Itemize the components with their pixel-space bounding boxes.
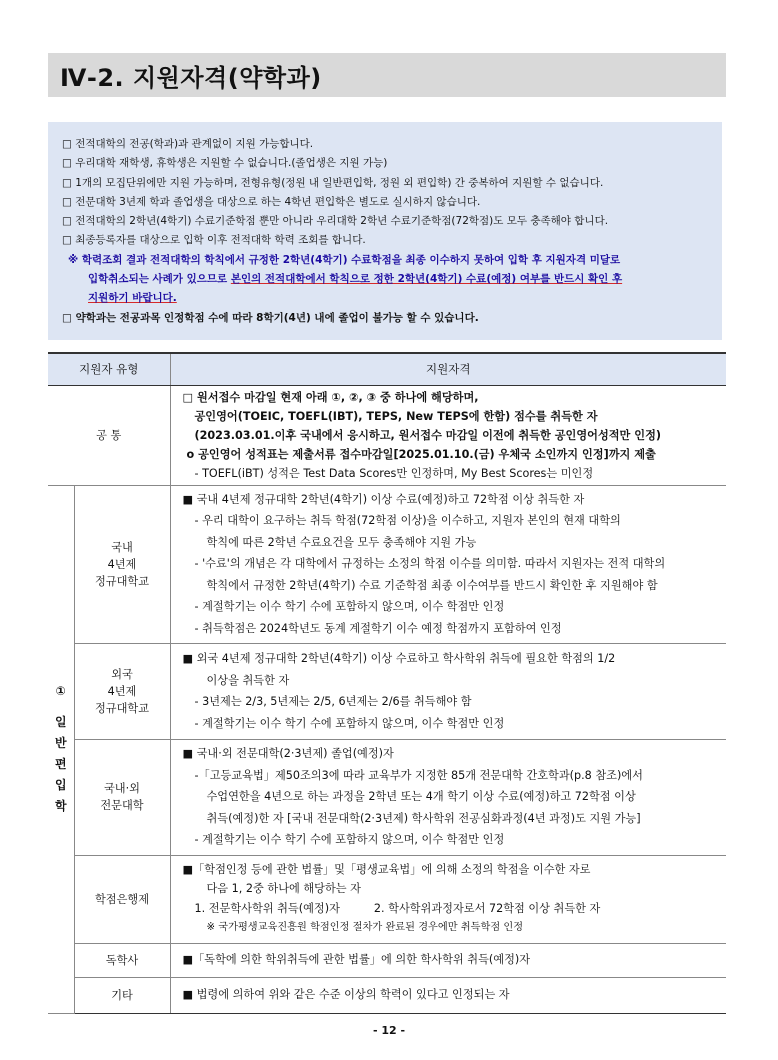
table-row-foreign-univ — [48, 644, 726, 740]
text-line: - '수료'의 개념은 각 대학에서 규정하는 소정의 학점 이수를 의미함. 따라서 지원자는 전적 대학의 — [194, 557, 666, 570]
text-line: ■ 외국 4년제 정규대학 2학년(4학기) 이상 수료하고 학사학위 취득에 필요한 학점의 1/2 — [182, 652, 616, 665]
text-line: 공인영어(TOEIC, TOEFL(IBT), TEPS, New TEPS에 한함) 점수를 취득한 자 — [194, 409, 598, 423]
label-line: 4년제 — [107, 685, 137, 698]
notice-item-last: □ 약학과는 전공과목 인정학점 수에 따라 8학기(4년) 내에 졸업이 불가능 할 수 있습니다. — [62, 311, 479, 324]
notice-item: □ 전적대학의 2학년(4학기) 수료기준학점 뿐만 아니라 우리대학 2학년 수료기준학점(72학점)도 모두 충족해야 합니다. — [62, 215, 609, 228]
text-line: 2. 학사학위과정자로서 72학점 이상 취득한 자 — [373, 901, 601, 915]
text-line: o 공인영어 성적표는 제출서류 접수마감일[2025.01.10.(금) 우체국 소인까지 인정]까지 제출 — [186, 447, 656, 461]
text-line: - 취득학점은 2024학년도 동계 계절학기 이수 예정 학점까지 포함하여 인정 — [194, 621, 562, 635]
label-line: 독학사 — [105, 953, 139, 967]
qualification-table — [48, 352, 726, 1014]
domestic-univ-qualification — [170, 485, 726, 644]
text-line: ■ 국내·외 전문대학(2·3년제) 졸업(예정)자 — [182, 747, 394, 760]
table-row-common — [48, 385, 726, 485]
section-title-bar — [48, 53, 726, 97]
table-row-junior-college — [48, 740, 726, 856]
text-line: ※ 국가평생교육진흥원 학점인정 절차가 완료된 경우에만 취득학점 인정 — [206, 922, 524, 933]
other-qualification — [170, 977, 726, 1013]
warning-underlined: 본인의 전적대학에서 학칙으로 정한 2학년(4학기) 수료(예정) 여부를 반드시 확인 후 — [230, 273, 623, 286]
text-line: ■ 법령에 의하여 위와 같은 수준 이상의 학력이 있다고 인정되는 자 — [182, 987, 510, 1001]
table-row-other — [48, 977, 726, 1013]
text-line: 학칙에서 규정한 2학년(4학기) 수료 기준학점 최종 이수여부를 반드시 확인한 후 지원해야 함 — [206, 578, 658, 592]
label-line: 4년제 — [107, 557, 137, 571]
common-label: 공 통 — [48, 385, 170, 485]
notice-box — [48, 122, 722, 340]
table-header-row — [48, 353, 726, 385]
sub-type-label — [74, 855, 170, 943]
text-line-pair — [183, 899, 719, 919]
header-qualification: 지원자격 — [170, 353, 726, 385]
warning-line — [62, 270, 722, 289]
general-transfer-side-label — [48, 485, 74, 1013]
text-line: ■「학점인정 등에 관한 법률」및「평생교육법」에 의해 소정의 학점을 이수한 자로 — [182, 862, 591, 876]
side-number: ① — [55, 684, 66, 698]
self-study-qualification — [170, 943, 726, 977]
text-line: 취득(예정)한 자 [국내 전문대학(2·3년제) 학사학위 전공심화과정(4년 과정)도 지원 가능] — [206, 811, 641, 825]
warning-line: ※ 학력조회 결과 전적대학의 학칙에서 규정한 2학년(4학기) 수료학점을 최종 이수하지 못하여 입학 후 지원자격 미달로 — [68, 253, 621, 266]
sub-type-label — [74, 943, 170, 977]
notice-item: □ 1개의 모집단위에만 지원 가능하며, 전형유형(정원 내 일반편입학, 정원 외 편입학) 간 중복하여 지원할 수 없습니다. — [62, 176, 604, 189]
side-char: 입 — [54, 778, 67, 792]
warning-line — [62, 289, 722, 308]
table-row-self-study — [48, 943, 726, 977]
text-line: 다음 1, 2중 하나에 해당하는 자 — [206, 882, 361, 895]
side-char: 학 — [54, 799, 67, 813]
label-line: 외국 — [111, 668, 133, 681]
common-qualification — [170, 385, 726, 485]
text-line: 이상을 취득한 자 — [206, 673, 290, 687]
warning-underlined: 지원하기 바랍니다. — [88, 292, 177, 305]
sub-type-label — [74, 977, 170, 1013]
sub-type-label — [74, 740, 170, 856]
label-line: 학점은행제 — [94, 892, 150, 906]
text-line: - 계절학기는 이수 학기 수에 포함하지 않으며, 이수 학점만 인정 — [194, 833, 505, 846]
side-char: 일 — [54, 715, 67, 729]
text-line: - 계절학기는 이수 학기 수에 포함하지 않으며, 이수 학점만 인정 — [194, 716, 505, 730]
label-line: 국내·외 — [104, 782, 140, 796]
label-line: 정규대학교 — [94, 574, 150, 588]
foreign-univ-qualification — [170, 644, 726, 740]
text-line: - 우리 대학이 요구하는 취득 학점(72학점 이상)을 이수하고, 지원자 본인의 현재 대학의 — [194, 514, 621, 527]
text-line: 학칙에 따른 2학년 수료요건을 모두 충족해야 지원 가능 — [206, 535, 477, 549]
page-number: - 12 - — [372, 1024, 406, 1037]
label-line: 기타 — [111, 988, 133, 1002]
header-applicant-type: 지원자 유형 — [48, 353, 170, 385]
label-line: 전문대학 — [100, 799, 144, 813]
page-title: Ⅳ-2. 지원자격(약학과) — [60, 64, 322, 92]
text-line: 수업연한을 4년으로 하는 과정을 2학년 또는 4개 학기 이상 수료(예정)하고 72학점 이상 — [206, 790, 636, 803]
text-line: □ 원서접수 마감일 현재 아래 ①, ②, ③ 중 하나에 해당하며, — [182, 390, 479, 404]
label-line: 정규대학교 — [94, 702, 150, 715]
side-char: 편 — [54, 757, 67, 771]
text-line: - 3년제는 2/3, 5년제는 2/5, 6년제는 2/6를 취득해야 함 — [194, 695, 472, 708]
table-row-credit-bank — [48, 855, 726, 943]
text-line: ■ 국내 4년제 정규대학 2학년(4학기) 이상 수료(예정)하고 72학점 이상 취득한 자 — [182, 492, 585, 506]
junior-college-qualification — [170, 740, 726, 856]
text-line: -「고등교육법」제50조의3에 따라 교육부가 지정한 85개 전문대학 간호학과(p.8 참조)에서 — [194, 768, 643, 782]
text-line: - TOEFL(iBT) 성적은 Test Data Scores만 인정하며, My Best Scores는 미인정 — [194, 466, 594, 480]
text-line: 1. 전문학사학위 취득(예정)자 — [194, 901, 340, 915]
warning-text: 입학취소되는 사례가 있으므로 — [88, 273, 231, 286]
sub-type-label — [74, 644, 170, 740]
notice-item: □ 전문대학 3년제 학과 졸업생을 대상으로 하는 4학년 편입학은 별도로 실시하지 않습니다. — [62, 195, 481, 208]
credit-bank-qualification — [170, 855, 726, 943]
label-line: 국내 — [111, 540, 133, 554]
table-row-domestic-univ — [48, 485, 726, 644]
notice-item: □ 최종등록자를 대상으로 입학 이후 전적대학 학력 조회를 합니다. — [62, 234, 366, 247]
text-line: ■「독학에 의한 학위취득에 관한 법률」에 의한 학사학위 취득(예정)자 — [182, 952, 531, 966]
notice-item: □ 우리대학 재학생, 휴학생은 지원할 수 없습니다.(졸업생은 지원 가능) — [62, 157, 388, 170]
text-line: (2023.03.01.이후 국내에서 응시하고, 원서접수 마감일 이전에 취득한 공인영어성적만 인정) — [194, 428, 661, 442]
text-line: - 계절학기는 이수 학기 수에 포함하지 않으며, 이수 학점만 인정 — [194, 600, 505, 613]
notice-item: □ 전적대학의 전공(학과)과 관계없이 지원 가능합니다. — [62, 138, 314, 150]
sub-type-label — [74, 485, 170, 644]
side-char: 반 — [54, 736, 67, 750]
